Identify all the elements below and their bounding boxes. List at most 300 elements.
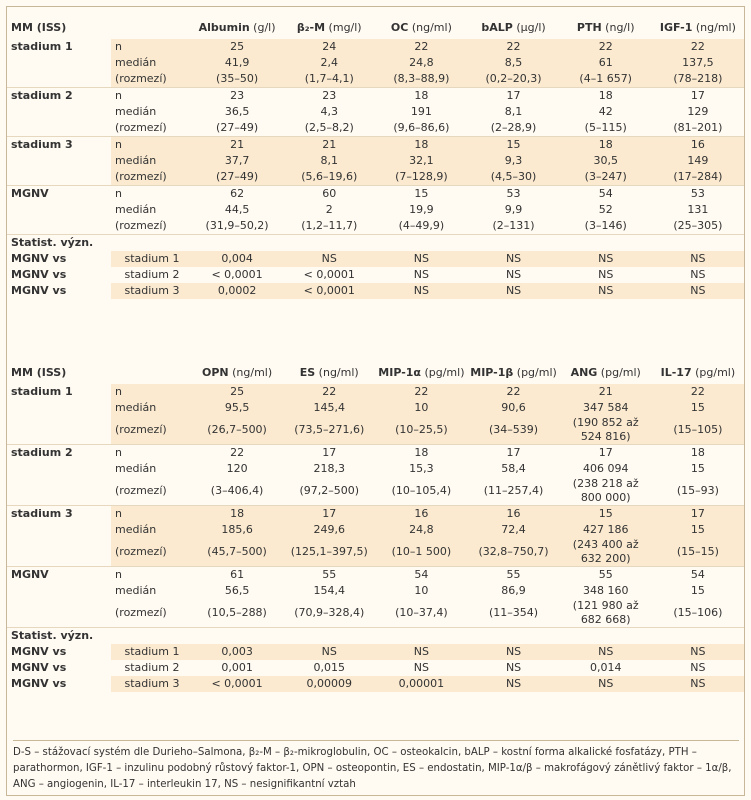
stage-label: stadium 1 — [11, 40, 73, 53]
table-cell: 54 — [652, 567, 744, 584]
table-cell: 58,4 — [501, 462, 526, 475]
column-unit: (mg/l) — [325, 21, 362, 34]
table-row — [7, 506, 744, 523]
table-row — [7, 202, 744, 218]
table-row — [7, 445, 744, 462]
table-cell: 90,6 — [467, 400, 559, 416]
table-cell: 21 — [283, 137, 375, 154]
column-unit: (ng/l) — [601, 21, 635, 34]
table-cell: 18 — [191, 506, 283, 523]
stage-label — [7, 416, 111, 445]
table-cell: (11–257,4) — [483, 484, 544, 497]
column-name: IL-17 — [660, 366, 692, 379]
stage-label: stadium 3 — [7, 506, 111, 523]
column-unit: (g/l) — [249, 21, 276, 34]
table-cell: 22 — [467, 39, 559, 55]
row-label: medián — [111, 400, 191, 416]
column-name: ANG — [570, 366, 598, 379]
table-cell: (1,7–4,1) — [283, 71, 375, 88]
table-cell: 145,4 — [283, 400, 375, 416]
table-cell: 17 — [467, 88, 559, 105]
table-cell: 4,3 — [320, 105, 338, 118]
table-cell: 53 — [652, 186, 744, 203]
stat-cell: 0,014 — [589, 661, 622, 674]
table-cell: 17 — [652, 506, 744, 523]
column-name: OC — [390, 21, 409, 34]
table-cell: (97,2–500) — [299, 484, 360, 497]
table-cell: 36,5 — [224, 105, 250, 118]
column-header — [375, 362, 467, 384]
row-label: (rozmezí) — [115, 219, 167, 232]
table-cell: (9,6–86,6) — [393, 121, 450, 134]
table-row — [7, 384, 744, 400]
table-row — [7, 169, 744, 186]
stat-cell: 0,00009 — [283, 676, 375, 692]
stage-label: stadium 2 — [7, 445, 111, 462]
table-row — [7, 583, 744, 599]
table-cell: 23 — [191, 88, 283, 105]
stat-row — [7, 283, 744, 299]
table-cell: (27–49) — [191, 169, 283, 186]
table-cell: 15 — [375, 186, 467, 203]
table-cell: (27–49) — [216, 121, 259, 134]
row-label: n — [111, 88, 191, 105]
stage-label — [7, 522, 111, 538]
row-label: n — [111, 39, 191, 55]
column-name: MIP-1β — [470, 366, 514, 379]
table-cell: (190 852 až 524 816) — [560, 416, 652, 445]
table-cell: 17 — [283, 445, 375, 462]
table-row — [7, 538, 744, 567]
blank-header — [111, 362, 191, 384]
stat-cell: NS — [375, 644, 467, 660]
table-cell: (78–218) — [652, 71, 744, 88]
table-cell: 10 — [414, 584, 429, 597]
stat-stage: stadium 2 — [124, 661, 180, 674]
row-label: n — [111, 567, 191, 584]
table-cell: 8,5 — [467, 55, 559, 71]
table-cell: 21 — [560, 384, 652, 400]
stage-label — [7, 120, 111, 137]
table-cell: 55 — [467, 567, 559, 584]
stage-label — [7, 71, 111, 88]
stage-label: MGNV — [7, 186, 111, 203]
table-cytokines — [7, 362, 744, 692]
stat-cell: NS — [652, 676, 744, 692]
column-unit: (pg/ml) — [420, 366, 465, 379]
stage-label — [7, 461, 111, 477]
table-cell: 55 — [283, 567, 375, 584]
stat-row — [7, 644, 744, 660]
stage-label: MGNV — [7, 567, 111, 584]
column-unit: (pg/ml) — [597, 366, 641, 379]
table-row — [7, 153, 744, 169]
stat-cell: NS — [467, 676, 559, 692]
column-header — [283, 362, 375, 384]
stat-cell: NS — [467, 283, 559, 299]
table-cell: (2–28,9) — [490, 121, 537, 134]
table-cell: (15–106) — [673, 606, 723, 619]
table-cell: 9,9 — [504, 203, 523, 216]
stat-compare: MGNV vs — [11, 268, 67, 281]
table-cell: 18 — [560, 137, 652, 154]
stat-cell: NS — [375, 251, 467, 267]
stage-label — [7, 538, 111, 567]
table-cell: (10,5–288) — [207, 606, 267, 619]
table-cell: 42 — [598, 105, 613, 118]
table-cell: (121 980 až 682 668) — [572, 599, 639, 626]
column-header — [560, 362, 652, 384]
column-unit: (pg/ml) — [691, 366, 736, 379]
table-cell: 25 — [191, 39, 283, 55]
table-cell: 95,5 — [191, 400, 283, 416]
table-cell: (1,2–11,7) — [301, 219, 358, 232]
table-cell: 22 — [283, 384, 375, 400]
stat-cell: NS — [690, 268, 706, 281]
table-cell: 131 — [687, 203, 709, 216]
stat-row — [7, 676, 744, 692]
table-cell: 18 — [560, 88, 652, 105]
stat-cell: 0,00001 — [375, 676, 467, 692]
table-cell: 23 — [283, 88, 375, 105]
stat-cell: NS — [283, 251, 375, 267]
table-cell: 8,1 — [283, 153, 375, 169]
table-cell: (10–1 500) — [375, 538, 467, 567]
table-cell: 129 — [687, 105, 709, 118]
stat-cell: NS — [505, 661, 522, 674]
table-row — [7, 137, 744, 154]
stage-label — [7, 400, 111, 416]
table-cell: 61 — [191, 567, 283, 584]
column-name: β₂-M — [296, 21, 326, 34]
table-cell: 22 — [375, 39, 467, 55]
stat-cell: 0,001 — [221, 661, 253, 674]
stat-cell: 0,003 — [191, 644, 283, 660]
stat-stage: stadium 3 — [111, 283, 191, 299]
table-row — [7, 461, 744, 477]
column-unit: (μg/l) — [512, 21, 546, 34]
table-cell: 15 — [690, 584, 705, 597]
table-cell: 17 — [652, 88, 744, 105]
table-cell: (15–15) — [652, 538, 744, 567]
table-cell: 15 — [652, 400, 744, 416]
stat-compare: MGNV vs — [11, 645, 67, 658]
table-cell: (34–539) — [467, 416, 559, 445]
table-cell: 24 — [283, 39, 375, 55]
table-cell: 55 — [560, 567, 652, 584]
stat-cell: < 0,0001 — [283, 283, 375, 299]
column-name: ES — [299, 366, 316, 379]
table-cell: (31,9–50,2) — [205, 219, 269, 232]
stat-title: Statist. význ. — [7, 628, 111, 645]
table-cell: 32,1 — [375, 153, 467, 169]
row-label: medián — [111, 153, 191, 169]
table-cell: (10–25,5) — [375, 416, 467, 445]
table-cell: 2,4 — [283, 55, 375, 71]
table-cell: 154,4 — [313, 584, 345, 597]
table-cell: 2 — [325, 203, 333, 216]
column-header — [560, 17, 652, 39]
table-cell: 25 — [191, 384, 283, 400]
table-cell: 348 160 — [582, 584, 629, 597]
table-cell: 22 — [652, 384, 744, 400]
table-row — [7, 88, 744, 105]
stage-label — [7, 583, 111, 599]
row-label: (rozmezí) — [111, 538, 191, 567]
table-cell: (70,9–328,4) — [294, 606, 365, 619]
stat-cell: 0,015 — [313, 661, 345, 674]
table-figure — [6, 6, 745, 796]
table-cell: (3–406,4) — [210, 484, 264, 497]
table-cell: 347 584 — [560, 400, 652, 416]
table-cell: (2–131) — [492, 219, 535, 232]
stat-row — [7, 267, 744, 283]
table-cell: (32,8–750,7) — [467, 538, 559, 567]
table-cell: 185,6 — [191, 522, 283, 538]
table-cell: (73,5–271,6) — [283, 416, 375, 445]
column-header — [191, 362, 283, 384]
column-header — [467, 362, 559, 384]
table-cell: 61 — [560, 55, 652, 71]
row-label: n — [111, 445, 191, 462]
column-unit: (pg/ml) — [513, 366, 557, 379]
row-label: (rozmezí) — [111, 71, 191, 88]
row-label: n — [111, 506, 191, 523]
table-cell: 120 — [226, 462, 248, 475]
column-header — [467, 17, 559, 39]
stat-stage: stadium 1 — [111, 644, 191, 660]
table-cell: (10–37,4) — [395, 606, 448, 619]
table-cell: 10 — [375, 400, 467, 416]
table-cell: 22 — [191, 445, 283, 462]
row-label: medián — [115, 203, 157, 216]
table-row — [7, 400, 744, 416]
column-name: OPN — [202, 366, 229, 379]
row-label: n — [111, 137, 191, 154]
column-header — [652, 17, 744, 39]
stage-label — [7, 104, 111, 120]
stat-cell: NS — [560, 676, 652, 692]
table-row — [7, 120, 744, 137]
table-cell: 53 — [467, 186, 559, 203]
row-label: (rozmezí) — [115, 121, 167, 134]
row-label: medián — [115, 462, 157, 475]
table-cell: (81–201) — [673, 121, 723, 134]
column-unit: (ng/ml) — [692, 21, 736, 34]
stat-stage: stadium 3 — [111, 676, 191, 692]
table-cell: 18 — [375, 88, 467, 105]
stat-cell: NS — [652, 644, 744, 660]
stage-label — [7, 55, 111, 71]
table-cell: 8,1 — [504, 105, 523, 118]
table-footnote: D-S – stážovací systém dle Durieho–Salmona, β₂-M – β₂-mikroglobulin, OC – osteokalcin, bALP – kostní forma alkalické fosfatázy, PTH – parathormon, IGF-1 – inzulinu podobný růstový faktor-1, OPN – osteopontin, ES – endostatin, MIP-1α/β – makrofágový zánětlivý faktor – 1α/β, ANG – angiogenin, IL-17 – interleukin 17, NS – nesignifikantní vztah — [13, 740, 739, 793]
column-header — [283, 17, 375, 39]
table-cell: 17 — [560, 445, 652, 462]
table-cell: 191 — [410, 105, 432, 118]
stage-label: stadium 3 — [7, 137, 111, 154]
table-row — [7, 71, 744, 88]
group-header: MM (ISS) — [11, 366, 67, 379]
table-cell: 22 — [375, 384, 467, 400]
table-cell: (4–1 657) — [560, 71, 652, 88]
table-cell: 54 — [560, 186, 652, 203]
table-row — [7, 104, 744, 120]
table-row — [7, 55, 744, 71]
column-name: MIP-1α — [378, 366, 421, 379]
stat-compare: MGNV vs — [11, 677, 67, 690]
table-row — [7, 599, 744, 628]
stat-cell: NS — [467, 644, 559, 660]
table-cell: 22 — [652, 39, 744, 55]
table-bone-markers — [7, 17, 744, 299]
table-cell: 15 — [467, 137, 559, 154]
column-name: bALP — [481, 21, 513, 34]
table-cell: (3–146) — [584, 219, 627, 232]
table-cell: (238 218 až 800 000) — [572, 477, 639, 504]
table-cell: 24,8 — [375, 522, 467, 538]
table-cell: (7–128,9) — [375, 169, 467, 186]
table-cell: 427 186 — [560, 522, 652, 538]
row-label: n — [111, 384, 191, 400]
table-cell: (10–105,4) — [391, 484, 452, 497]
table-cell: (17–284) — [652, 169, 744, 186]
blank-header — [111, 17, 191, 39]
table-cell: 62 — [191, 186, 283, 203]
stat-title-row — [7, 235, 744, 252]
table-cell: (15–93) — [676, 484, 719, 497]
row-label: (rozmezí) — [115, 606, 167, 619]
header-row — [7, 362, 744, 384]
table-cell: 22 — [467, 384, 559, 400]
row-label: medián — [115, 105, 157, 118]
column-name: PTH — [576, 21, 602, 34]
stat-cell: NS — [283, 644, 375, 660]
table-cell: 60 — [283, 186, 375, 203]
table-row — [7, 186, 744, 203]
table-cell: 19,9 — [409, 203, 434, 216]
stat-cell: NS — [375, 283, 467, 299]
table-cell: 17 — [283, 506, 375, 523]
stat-row — [7, 251, 744, 267]
column-unit: (ng/ml) — [315, 366, 359, 379]
stat-cell: < 0,0001 — [303, 268, 355, 281]
stat-title: Statist. význ. — [7, 235, 111, 252]
table-row — [7, 218, 744, 235]
stat-title-row — [7, 628, 744, 645]
table-cell: 72,4 — [467, 522, 559, 538]
table-cell: (45,7–500) — [191, 538, 283, 567]
table-cell: 37,7 — [191, 153, 283, 169]
column-header — [652, 362, 744, 384]
stat-cell: NS — [413, 268, 429, 281]
table-cell: 18 — [652, 445, 744, 462]
table-row — [7, 39, 744, 55]
table-cell: 21 — [191, 137, 283, 154]
table-cell: 15 — [690, 462, 705, 475]
table-cell: 18 — [375, 445, 467, 462]
table-cell: 406 094 — [582, 462, 629, 475]
stage-label — [7, 218, 111, 235]
table-row — [7, 477, 744, 506]
stat-stage: stadium 2 — [124, 268, 180, 281]
table-cell: (125,1–397,5) — [283, 538, 375, 567]
table-cell: (11–354) — [489, 606, 539, 619]
stat-cell: 0,0002 — [191, 283, 283, 299]
stat-cell: NS — [413, 661, 429, 674]
table-cell: 9,3 — [467, 153, 559, 169]
table-cell: 17 — [467, 445, 559, 462]
stat-stage: stadium 1 — [111, 251, 191, 267]
stat-cell: < 0,0001 — [211, 268, 263, 281]
stat-cell: 0,004 — [191, 251, 283, 267]
stat-row — [7, 660, 744, 676]
stage-label — [7, 599, 111, 628]
stat-cell: NS — [652, 283, 744, 299]
table-cell: (26,7–500) — [191, 416, 283, 445]
column-name: Albumin — [198, 21, 250, 34]
row-label: n — [111, 186, 191, 203]
stage-label — [7, 202, 111, 218]
table-cell: (4,5–30) — [467, 169, 559, 186]
stat-cell: < 0,0001 — [191, 676, 283, 692]
stat-compare: MGNV vs — [11, 284, 67, 297]
table-cell: (5–115) — [584, 121, 627, 134]
table-cell: 18 — [375, 137, 467, 154]
table-cell: 16 — [467, 506, 559, 523]
table-cell: (8,3–88,9) — [375, 71, 467, 88]
table-cell: 24,8 — [375, 55, 467, 71]
table-cell: 22 — [560, 39, 652, 55]
table-cell: (15–105) — [652, 416, 744, 445]
stat-compare: MGNV vs — [11, 252, 67, 265]
row-label: medián — [111, 522, 191, 538]
table-cell: (25–305) — [673, 219, 723, 232]
header-row — [7, 17, 744, 39]
column-unit: (ng/ml) — [408, 21, 452, 34]
table-cell: 15 — [560, 506, 652, 523]
row-label: medián — [115, 584, 157, 597]
table-cell: 149 — [652, 153, 744, 169]
column-name: IGF-1 — [659, 21, 693, 34]
table-cell: (2,5–8,2) — [304, 121, 354, 134]
table-row — [7, 416, 744, 445]
row-label: (rozmezí) — [111, 169, 191, 186]
table-cell: 56,5 — [224, 584, 250, 597]
table-cell: 54 — [375, 567, 467, 584]
table-cell: 16 — [375, 506, 467, 523]
row-label: medián — [111, 55, 191, 71]
table-cell: 30,5 — [560, 153, 652, 169]
stage-label — [7, 477, 111, 506]
stage-label: stadium 1 — [11, 385, 73, 398]
table-cell: (5,6–19,6) — [283, 169, 375, 186]
table-cell: 218,3 — [313, 462, 345, 475]
stage-label — [7, 153, 111, 169]
table-cell: 249,6 — [283, 522, 375, 538]
table-cell: (243 400 až 632 200) — [560, 538, 652, 567]
table-cell: 16 — [652, 137, 744, 154]
group-header: MM (ISS) — [11, 21, 67, 34]
table-cell: (4–49,9) — [398, 219, 445, 232]
column-header — [375, 17, 467, 39]
stat-cell: NS — [560, 251, 652, 267]
table-cell: 15,3 — [409, 462, 434, 475]
table-cell: 137,5 — [652, 55, 744, 71]
table-cell: 15 — [652, 522, 744, 538]
column-unit: (ng/ml) — [228, 366, 273, 379]
stat-cell: NS — [505, 268, 522, 281]
table-row — [7, 522, 744, 538]
